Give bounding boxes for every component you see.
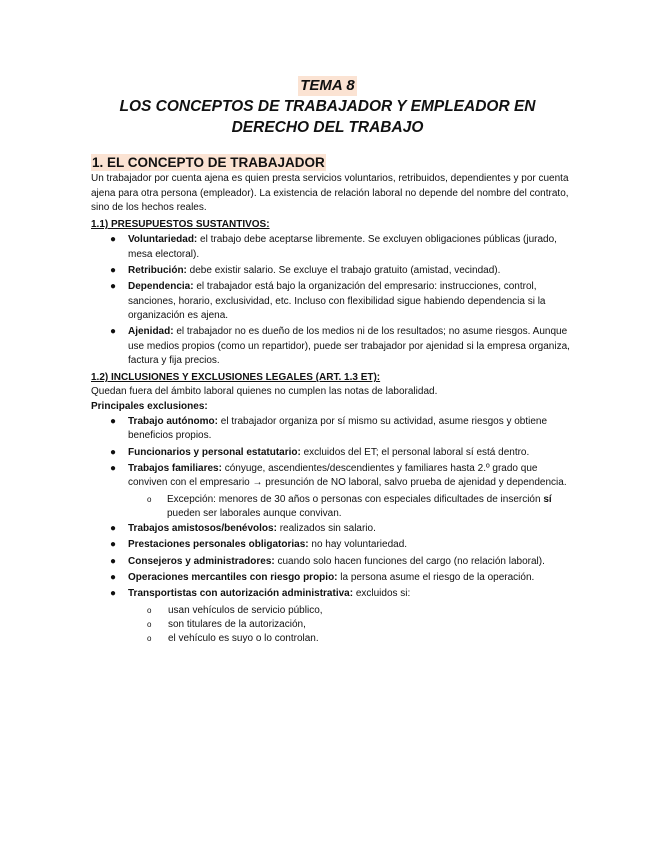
- list-item: ● Voluntariedad: el trabajo debe aceptarse libremente. Se excluyen obligaciones públicas (jurado, mesa electoral).: [110, 234, 557, 260]
- circle-bullet-icon: o: [147, 494, 152, 504]
- section-heading: 1. EL CONCEPTO DE TRABAJADOR: [92, 155, 325, 170]
- sub-list-item: o usan vehículos de servicio público,: [128, 604, 571, 618]
- list-item: ● Transportistas con autorización administrativa: excluidos si:: [91, 587, 571, 601]
- bullet-icon: ●: [110, 462, 117, 474]
- bullet-icon: ●: [110, 539, 117, 551]
- bullet-icon: ●: [110, 572, 117, 584]
- title-block: [0, 76, 655, 138]
- bullet-icon: ●: [110, 265, 117, 277]
- subsection-heading-presupuestos: 1.1) PRESUPUESTOS SUSTANTIVOS:: [91, 219, 270, 231]
- list-item: ● Operaciones mercantiles con riesgo propio: la persona asume el riesgo de la operación.: [91, 571, 571, 585]
- subsection-intro: Quedan fuera del ámbito laboral quienes no cumplen las notas de laboralidad.: [91, 386, 438, 398]
- bullet-icon: ●: [110, 234, 117, 246]
- exclusions-list: [91, 415, 571, 490]
- bullet-icon: ●: [110, 446, 117, 458]
- bullet-icon: ●: [110, 588, 117, 600]
- list-item: ● Retribución: debe existir salario. Se excluye el trabajo gratuito (amistad, vecindad).: [91, 264, 571, 278]
- transport-sublist: [91, 604, 571, 647]
- list-item: ● Trabajos familiares: cónyuge, ascendientes/descendientes y familiares hasta 2.º grado que conviven con el empresario → presunción de NO laboral, salvo prueba de ajenidad y dependencia.: [110, 462, 567, 489]
- bullet-icon: ●: [110, 281, 117, 293]
- list-item: ● Trabajos amistosos/benévolos: realizados sin salario.: [91, 522, 571, 536]
- familiar-sublist: [91, 493, 571, 522]
- sub-list-item: o Excepción: menores de 30 años o personas con especiales dificultades de inserción sí pueden ser laborales aunque convivan.: [147, 493, 552, 519]
- subsection-heading-inclusiones: 1.2) INCLUSIONES Y EXCLUSIONES LEGALES (ART. 1.3 ET):: [91, 372, 381, 384]
- circle-bullet-icon: o: [147, 619, 152, 629]
- list-item: ● Dependencia: el trabajador está bajo la organización del empresario: instrucciones, control, sanciones, horario, exclusividad, etc. Incluso con flexibilidad sigue habiendo dependencia si la organización es ajena.: [110, 281, 546, 321]
- list-item: ● Ajenidad: el trabajador no es dueño de los medios ni de los resultados; no asume riesgos. Aunque use medios propios (como un repartidor), puede ser trabajador por ajenidad si la empresa organiza, factura y fija precios.: [110, 326, 570, 366]
- list-item: ● Consejeros y administradores: cuando solo hacen funciones del cargo (no relación laboral).: [91, 555, 571, 569]
- list-item: ● Prestaciones personales obligatorias: no hay voluntariedad.: [91, 538, 571, 552]
- circle-bullet-icon: o: [147, 605, 152, 615]
- bullet-icon: ●: [110, 326, 117, 338]
- presupuestos-list: [91, 233, 571, 368]
- list-item: ● Funcionarios y personal estatutario: excluidos del ET; el personal laboral sí está dentro.: [91, 446, 571, 460]
- document-body: [91, 154, 571, 647]
- bullet-icon: ●: [110, 416, 117, 428]
- document-title-line-1: LOS CONCEPTOS DE TRABAJADOR Y EMPLEADOR EN: [119, 98, 536, 115]
- exclusions-list-continued: [91, 522, 571, 601]
- list-item: ● Trabajo autónomo: el trabajador organiza por sí mismo su actividad, asume riesgos y obtiene beneficios propios.: [110, 416, 548, 442]
- sub-list-item: o son titulares de la autorización,: [128, 618, 571, 632]
- principal-exclusions-label: Principales exclusiones:: [91, 400, 208, 412]
- document-title-line-2: DERECHO DEL TRABAJO: [231, 119, 424, 136]
- bullet-icon: ●: [110, 523, 117, 535]
- section-intro: Un trabajador por cuenta ajena es quien presta servicios voluntarios, retribuidos, dependientes y por cuenta ajena para otra persona (empleador). La existencia de relación laboral no depende del nombre del contrato, sino de los hechos reales.: [91, 173, 569, 213]
- circle-bullet-icon: o: [147, 634, 152, 644]
- bullet-icon: ●: [110, 555, 117, 567]
- tema-label: TEMA 8: [300, 77, 355, 94]
- sub-list-item: o el vehículo es suyo o lo controlan.: [128, 632, 571, 646]
